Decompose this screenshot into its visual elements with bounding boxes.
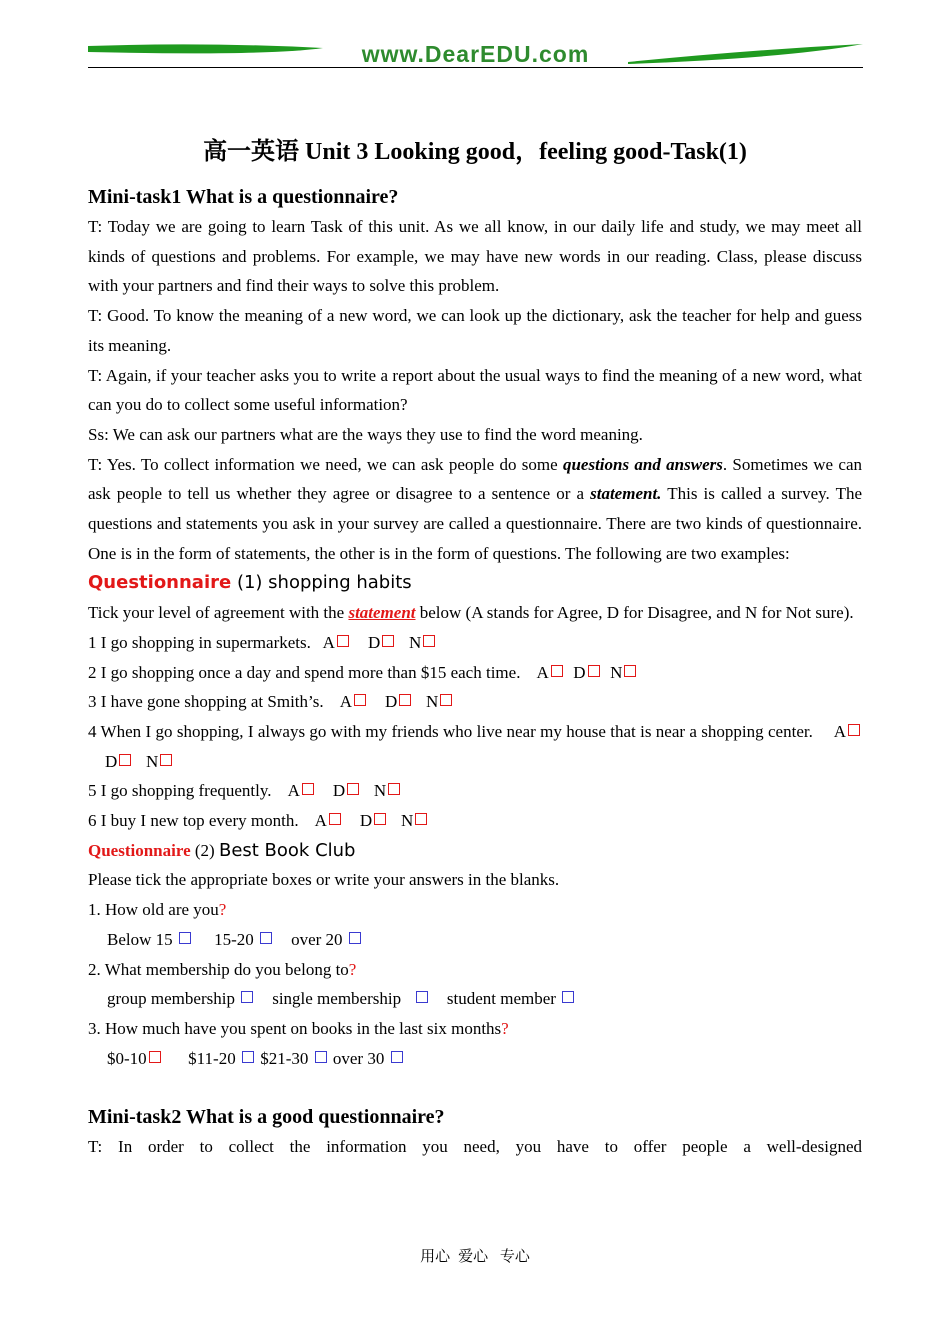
checkbox-agree[interactable] bbox=[337, 635, 349, 647]
paragraph bbox=[88, 450, 862, 569]
footer-text: 爱心 bbox=[458, 1249, 489, 1265]
option-d-label: D bbox=[573, 662, 586, 682]
header-divider bbox=[88, 67, 863, 68]
questionnaire-label: Questionnaire bbox=[88, 572, 232, 594]
option-a-label: A bbox=[339, 692, 352, 712]
option-a-label: A bbox=[536, 662, 549, 682]
option-n-label: N bbox=[400, 811, 414, 831]
questionnaire1-intro bbox=[88, 598, 862, 628]
checkbox[interactable] bbox=[391, 1051, 403, 1063]
checkbox-disagree[interactable] bbox=[382, 635, 394, 647]
mini-task1-heading: Mini-task1 What is a questionnaire? bbox=[88, 186, 399, 208]
option-label: single membership bbox=[272, 989, 402, 1009]
checkbox-not-sure[interactable] bbox=[440, 694, 452, 706]
item-text: 2 I go shopping once a day and spend more than $15 each time. bbox=[88, 662, 521, 682]
question-3 bbox=[88, 1014, 862, 1044]
survey-item bbox=[88, 776, 862, 806]
option-label: over 20 bbox=[291, 929, 343, 949]
survey-item bbox=[88, 687, 862, 717]
question-text: 1. How old are you bbox=[88, 900, 219, 920]
option-n-label: N bbox=[146, 751, 159, 771]
paragraph: T: In order to collect the information you need, you have to offer people a well-designed bbox=[88, 1137, 862, 1157]
question-2-options bbox=[88, 984, 862, 1014]
page-footer bbox=[0, 1246, 950, 1268]
checkbox-not-sure[interactable] bbox=[160, 754, 172, 766]
text-run: below (A stands for Agree, D for Disagree, and N for Not sure). bbox=[415, 603, 854, 623]
site-logo[interactable]: www.DearEDU.com bbox=[361, 41, 590, 67]
survey-item bbox=[88, 628, 862, 658]
checkbox-not-sure[interactable] bbox=[415, 813, 427, 825]
emphasis: questions and answers bbox=[562, 454, 723, 474]
checkbox[interactable] bbox=[242, 1051, 254, 1063]
questionnaire-label: Questionnaire bbox=[88, 840, 191, 860]
page-title: 高一英语 Unit 3 Looking good，feeling good-Task(1) bbox=[203, 139, 747, 165]
option-d-label: D bbox=[367, 632, 381, 652]
paragraph: T: Today we are going to learn Task of this unit. As we all know, in our daily life and study, we may meet all kinds of questions and problems. For example, we may have new words in our reading. Class, please discuss with your partners and find their ways to solve this problem. bbox=[88, 217, 862, 296]
question-mark: ? bbox=[501, 1018, 509, 1038]
checkbox-agree[interactable] bbox=[302, 783, 314, 795]
item-text: 3 I have gone shopping at Smith’s. bbox=[88, 692, 324, 712]
checkbox[interactable] bbox=[416, 991, 428, 1003]
paragraph: Ss: We can ask our partners what are the ways they use to find the word meaning. bbox=[88, 424, 643, 444]
emphasis: statement. bbox=[590, 484, 662, 504]
paragraph: T: Again, if your teacher asks you to write a report about the usual ways to find the meaning of a new word, what can you do to collect some useful information? bbox=[88, 365, 862, 415]
option-d-label: D bbox=[384, 692, 398, 712]
questionnaire2-heading bbox=[88, 836, 862, 866]
questionnaire-subtitle: Best Book Club bbox=[218, 839, 356, 861]
question-text: 2. What membership do you belong to bbox=[88, 959, 349, 979]
text-run: T: Yes. To collect information we need, we can ask people do some bbox=[88, 454, 563, 474]
option-a-label: A bbox=[287, 781, 300, 801]
site-header bbox=[88, 40, 863, 70]
checkbox[interactable] bbox=[315, 1051, 327, 1063]
checkbox[interactable] bbox=[562, 991, 574, 1003]
checkbox[interactable] bbox=[241, 991, 253, 1003]
questionnaire-subtitle: (1) shopping habits bbox=[231, 572, 412, 594]
statement-link[interactable]: statement bbox=[348, 603, 416, 623]
survey-item bbox=[88, 658, 862, 688]
item-text: 1 I go shopping in supermarkets. bbox=[88, 632, 311, 652]
option-n-label: N bbox=[610, 662, 623, 682]
question-1 bbox=[88, 895, 862, 925]
question-2 bbox=[88, 955, 862, 985]
checkbox-agree[interactable] bbox=[848, 724, 860, 736]
option-label: Below 15 bbox=[107, 929, 173, 949]
option-a-label: A bbox=[322, 632, 335, 652]
footer-text: 用心 bbox=[420, 1249, 451, 1265]
option-a-label: A bbox=[833, 721, 846, 741]
item-text: 4 When I go shopping, I always go with my friends who live near my house that is near a shopping center. bbox=[88, 721, 813, 741]
question-text: 3. How much have you spent on books in the last six months bbox=[88, 1018, 502, 1038]
checkbox-disagree[interactable] bbox=[399, 694, 411, 706]
option-label: $11-20 bbox=[188, 1048, 236, 1068]
option-label: over 30 bbox=[332, 1048, 385, 1068]
paragraph: T: Good. To know the meaning of a new word, we can look up the dictionary, ask the teacher for help and guess its meaning. bbox=[88, 306, 862, 355]
text-run: Tick your level of agreement with the bbox=[88, 603, 349, 623]
question-mark: ? bbox=[218, 900, 227, 920]
checkbox-disagree[interactable] bbox=[588, 665, 600, 677]
option-n-label: N bbox=[408, 632, 422, 652]
text-run: . Sometimes we can ask people to tell us whether they agree or disagree to a sentence or a bbox=[88, 454, 862, 504]
checkbox-disagree[interactable] bbox=[374, 813, 386, 825]
questionnaire-number: (2) bbox=[190, 840, 219, 860]
question-1-options bbox=[88, 925, 862, 955]
checkbox[interactable] bbox=[179, 932, 191, 944]
survey-item bbox=[88, 717, 862, 776]
checkbox[interactable] bbox=[149, 1051, 161, 1063]
checkbox-agree[interactable] bbox=[551, 665, 563, 677]
survey-item bbox=[88, 806, 862, 836]
text-run: This is called a survey. The questions and statements you ask in your survey are called a questionnaire. There are two kinds of questionnaire. One is in the form of statements, the other is in the form of questions. The following are two examples: bbox=[88, 484, 863, 563]
checkbox[interactable] bbox=[349, 932, 361, 944]
option-n-label: N bbox=[373, 781, 387, 801]
option-label: student member bbox=[446, 989, 556, 1009]
option-label: group membership bbox=[107, 989, 235, 1009]
item-text: 6 I buy I new top every month. bbox=[88, 811, 299, 831]
question-mark: ? bbox=[348, 959, 357, 979]
checkbox-disagree[interactable] bbox=[119, 754, 131, 766]
option-d-label: D bbox=[105, 751, 118, 771]
checkbox-not-sure[interactable] bbox=[388, 783, 400, 795]
checkbox[interactable] bbox=[260, 932, 272, 944]
item-text: 5 I go shopping frequently. bbox=[88, 781, 272, 801]
checkbox-not-sure[interactable] bbox=[624, 665, 636, 677]
question-3-options bbox=[88, 1044, 862, 1074]
section-spacer bbox=[88, 1073, 862, 1102]
checkbox-not-sure[interactable] bbox=[423, 635, 435, 647]
questionnaire2-intro: Please tick the appropriate boxes or write your answers in the blanks. bbox=[88, 870, 560, 890]
option-label: $21-30 bbox=[260, 1048, 309, 1068]
option-d-label: D bbox=[332, 781, 346, 801]
mini-task2-heading: Mini-task2 What is a good questionnaire? bbox=[88, 1106, 445, 1129]
checkbox-agree[interactable] bbox=[354, 694, 366, 706]
option-d-label: D bbox=[359, 811, 373, 831]
option-n-label: N bbox=[426, 692, 439, 712]
questionnaire1-heading bbox=[88, 568, 862, 598]
checkbox-disagree[interactable] bbox=[347, 783, 359, 795]
document-body bbox=[88, 134, 862, 1162]
footer-text: 专心 bbox=[499, 1249, 530, 1265]
option-label: $0-10 bbox=[107, 1048, 147, 1068]
option-a-label: A bbox=[314, 811, 327, 831]
option-label: 15-20 bbox=[214, 929, 254, 949]
checkbox-agree[interactable] bbox=[329, 813, 341, 825]
